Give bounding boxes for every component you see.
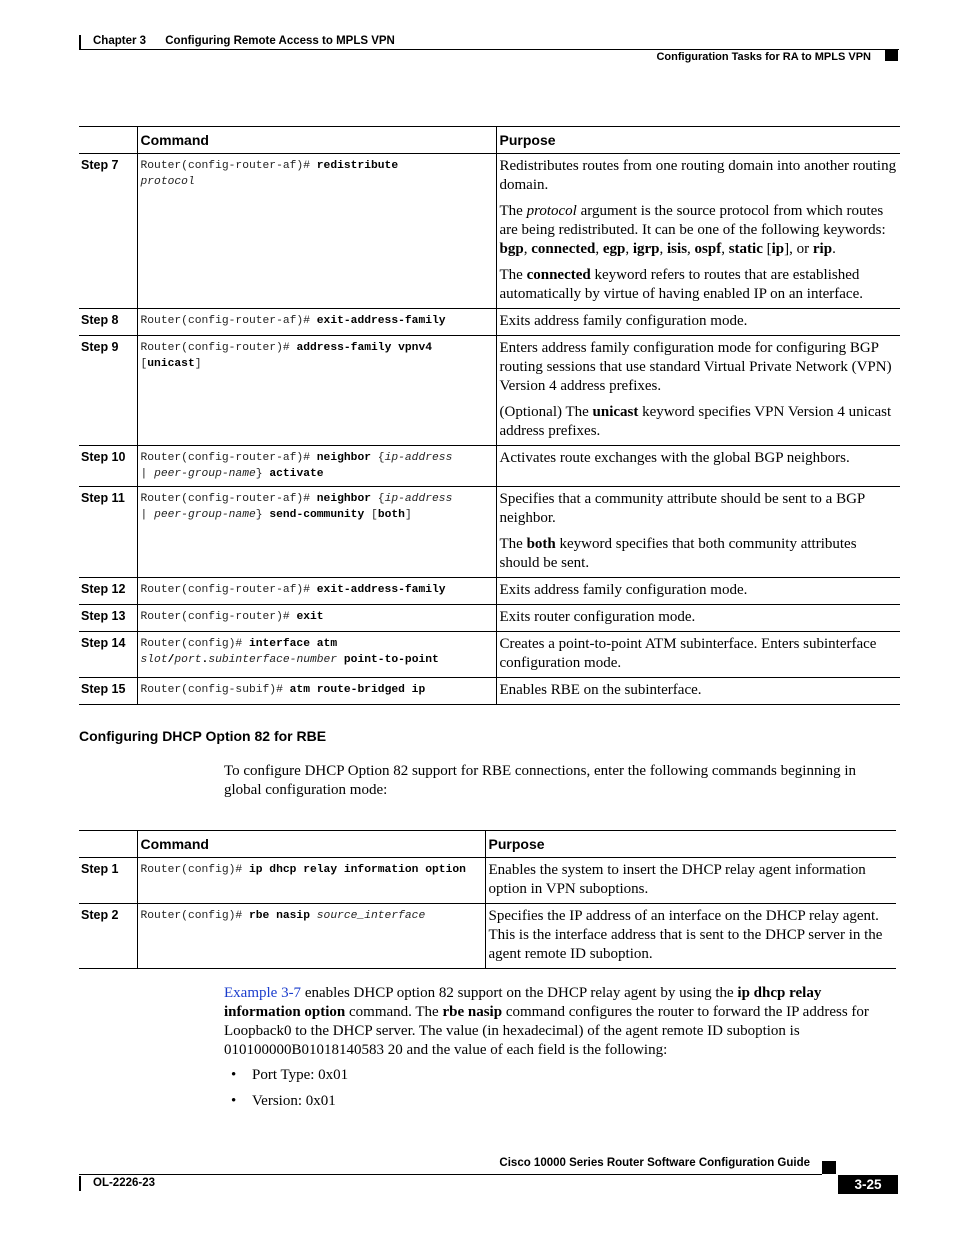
step-label: Step 9 <box>79 336 137 446</box>
purpose-cell: Activates route exchanges with the global BGP neighbors. <box>496 446 900 487</box>
purpose-cell: Enters address family configuration mode for configuring BGP routing sessions that use standard Virtual Private Network (VPN) Version 4 address prefixes. (Optional) The unicast keyword specifies VPN Version 4 unicast address prefixes. <box>496 336 900 446</box>
footer-marker <box>822 1161 836 1174</box>
command-cell: Router(config-router-af)# neighbor {ip-address | peer-group-name} send-community [both] <box>137 487 496 578</box>
purpose-cell: Specifies the IP address of an interface on the DHCP relay agent. This is the interface address that is sent to the DHCP server in the agent remote ID suboption. <box>485 904 896 969</box>
command-table-2 <box>79 830 896 969</box>
command-cell: Router(config-router-af)# neighbor {ip-address | peer-group-name} activate <box>137 446 496 487</box>
purpose-cell: Enables RBE on the subinterface. <box>496 678 900 705</box>
footer-guide-title: Cisco 10000 Series Router Software Configuration Guide <box>499 1157 810 1169</box>
table-row <box>79 309 900 336</box>
purpose-cell: Creates a point-to-point ATM subinterface. Enters subinterface configuration mode. <box>496 632 900 678</box>
list-item: • Version: 0x01 <box>224 1092 348 1111</box>
step-label: Step 13 <box>79 605 137 632</box>
command-cell: Router(config-router-af)# exit-address-family <box>137 309 496 336</box>
command-cell: Router(config)# interface atm slot/port.subinterface-number point-to-point <box>137 632 496 678</box>
step-label: Step 12 <box>79 578 137 605</box>
command-cell: Router(config-router-af)# redistribute protocol <box>137 154 496 309</box>
command-cell: Router(config-router)# address-family vpnv4 [unicast] <box>137 336 496 446</box>
table-header-row <box>79 831 896 858</box>
command-cell: Router(config)# rbe nasip source_interface <box>137 904 485 969</box>
section-heading: Configuring DHCP Option 82 for RBE <box>79 728 327 744</box>
table-row <box>79 678 900 705</box>
purpose-cell: Enables the system to insert the DHCP relay agent information option in VPN suboptions. <box>485 858 896 904</box>
step-label: Step 2 <box>79 904 137 969</box>
field-list <box>224 1066 348 1118</box>
table-row <box>79 336 900 446</box>
section-header: Configuration Tasks for RA to MPLS VPN <box>656 51 871 63</box>
table-row <box>79 904 896 969</box>
command-cell: Router(config)# ip dhcp relay information option <box>137 858 485 904</box>
step-label: Step 11 <box>79 487 137 578</box>
step-label: Step 8 <box>79 309 137 336</box>
chapter-label: Chapter 3 <box>93 35 147 47</box>
footer-doc-number: OL-2226-23 <box>79 1176 155 1191</box>
header-marker <box>885 49 898 61</box>
purpose-cell: Exits router configuration mode. <box>496 605 900 632</box>
command-cell: Router(config-subif)# atm route-bridged ip <box>137 678 496 705</box>
table-row <box>79 578 900 605</box>
purpose-cell: Exits address family configuration mode. <box>496 578 900 605</box>
table-row <box>79 632 900 678</box>
command-column-header: Command <box>137 831 485 858</box>
table-header-row <box>79 127 900 154</box>
command-cell: Router(config-router-af)# exit-address-family <box>137 578 496 605</box>
command-table-1 <box>79 126 900 705</box>
purpose-column-header: Purpose <box>496 127 900 154</box>
page-number: 3-25 <box>838 1175 898 1194</box>
command-column-header: Command <box>137 127 496 154</box>
example-link[interactable]: Example 3-7 <box>224 985 302 1001</box>
chapter-title: Configuring Remote Access to MPLS VPN <box>165 35 395 47</box>
purpose-cell: Specifies that a community attribute should be sent to a BGP neighbor. The both keyword specifies that both community attributes should be sent. <box>496 487 900 578</box>
step-label: Step 15 <box>79 678 137 705</box>
step-label: Step 1 <box>79 858 137 904</box>
step-label: Step 14 <box>79 632 137 678</box>
command-cell: Router(config-router)# exit <box>137 605 496 632</box>
table-row <box>79 154 900 309</box>
example-paragraph: Example 3-7 enables DHCP option 82 support on the DHCP relay agent by using the ip dhcp relay information option command. The rbe nasip command configures the router to forward the IP address for Loopback0 to the DHCP server. The value (in hexadecimal) of the agent remote ID suboption is 010100000B01018140583 20 and the value of each field is the following: <box>224 985 869 1058</box>
table-row <box>79 605 900 632</box>
purpose-column-header: Purpose <box>485 831 896 858</box>
running-header <box>79 35 395 50</box>
table-row <box>79 487 900 578</box>
list-item: • Port Type: 0x01 <box>224 1066 348 1085</box>
purpose-cell: Exits address family configuration mode. <box>496 309 900 336</box>
step-label: Step 10 <box>79 446 137 487</box>
step-label: Step 7 <box>79 154 137 309</box>
table-row <box>79 858 896 904</box>
table-row <box>79 446 900 487</box>
footer-rule <box>79 1174 822 1175</box>
purpose-cell: Redistributes routes from one routing domain into another routing domain. The protocol argument is the source protocol from which routes are being redistributed. It can be one of the following keywords: bgp, connected, egp, igrp, isis, ospf, static [ip], or rip. The connected keyword refers to routes that are established automatically by virtue of having enabled IP on an interface. <box>496 154 900 309</box>
intro-paragraph: To configure DHCP Option 82 support for RBE connections, enter the following commands beginning in global configuration mode: <box>224 763 857 798</box>
